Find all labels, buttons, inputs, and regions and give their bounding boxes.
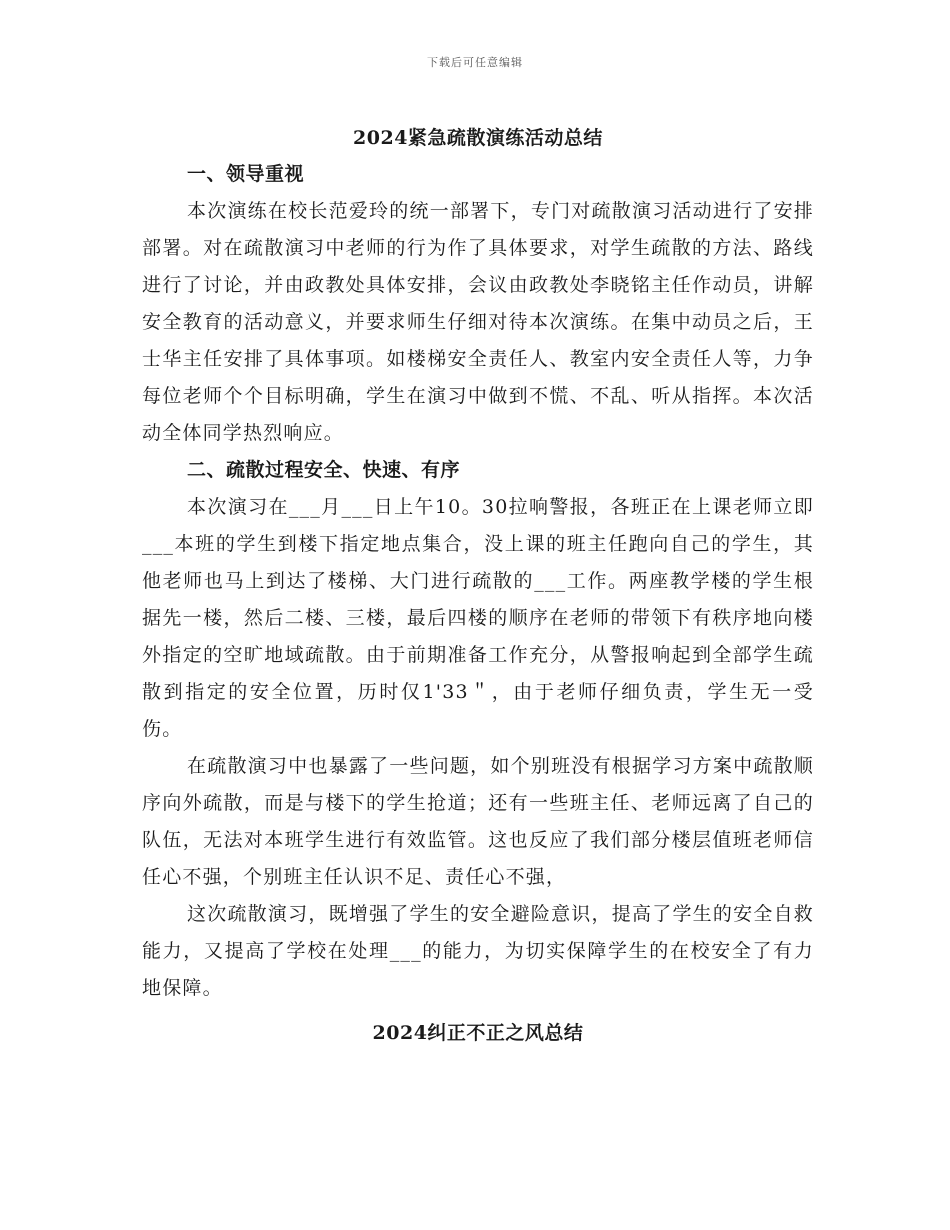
paragraph: 本次演习在___月___日上午10。30拉响警报，各班正在上课老师立即___本班的学生到楼下指定地点集合，没上课的班主任跑向自己的学生，其他老师也马上到达了楼梯、大门进行疏散的___工作。两座教学楼的学生根据先一楼，然后二楼、三楼，最后四楼的顺序在老师的带领下有秩序地向楼外指定的空旷地域疏散。由于前期准备工作充分，从警报响起到全部学生疏散到指定的安全位置，历时仅1'33＂，由于老师仔细负责，学生无一受伤。 bbox=[142, 496, 814, 740]
document-title: 2024紧急疏散演练活动总结 bbox=[353, 127, 603, 149]
document-body bbox=[142, 120, 814, 1053]
header-note: 下载后可任意编辑 bbox=[427, 56, 523, 69]
next-document-title: 2024纠正不正之风总结 bbox=[372, 1022, 584, 1044]
paragraph: 这次疏散演习，既增强了学生的安全避险意识，提高了学生的安全自救能力，又提高了学校在处理___的能力，为切实保障学生的在校安全了有力地保障。 bbox=[142, 903, 814, 999]
section-heading-evacuation-process: 二、疏散过程安全、快速、有序 bbox=[187, 459, 461, 481]
paragraph: 在疏散演习中也暴露了一些问题，如个别班没有根据学习方案中疏散顺序向外疏散，而是与楼下的学生抢道；还有一些班主任、老师远离了自己的队伍，无法对本班学生进行有效监管。这也反应了我们部分楼层值班老师信任心不强，个别班主任认识不足、责任心不强， bbox=[142, 755, 814, 888]
paragraph: 本次演练在校长范爱玲的统一部署下，专门对疏散演习活动进行了安排部署。对在疏散演习中老师的行为作了具体要求，对学生疏散的方法、路线进行了讨论，并由政教处具体安排，会议由政教处李晓铭主任作动员，讲解安全教育的活动意义，并要求师生仔细对待本次演练。在集中动员之后，王士华主任安排了具体事项。如楼梯安全责任人、教室内安全责任人等，力争每位老师个个目标明确，学生在演习中做到不慌、不乱、听从指挥。本次活动全体同学热烈响应。 bbox=[142, 200, 814, 444]
section-heading-leadership: 一、领导重视 bbox=[187, 163, 305, 185]
